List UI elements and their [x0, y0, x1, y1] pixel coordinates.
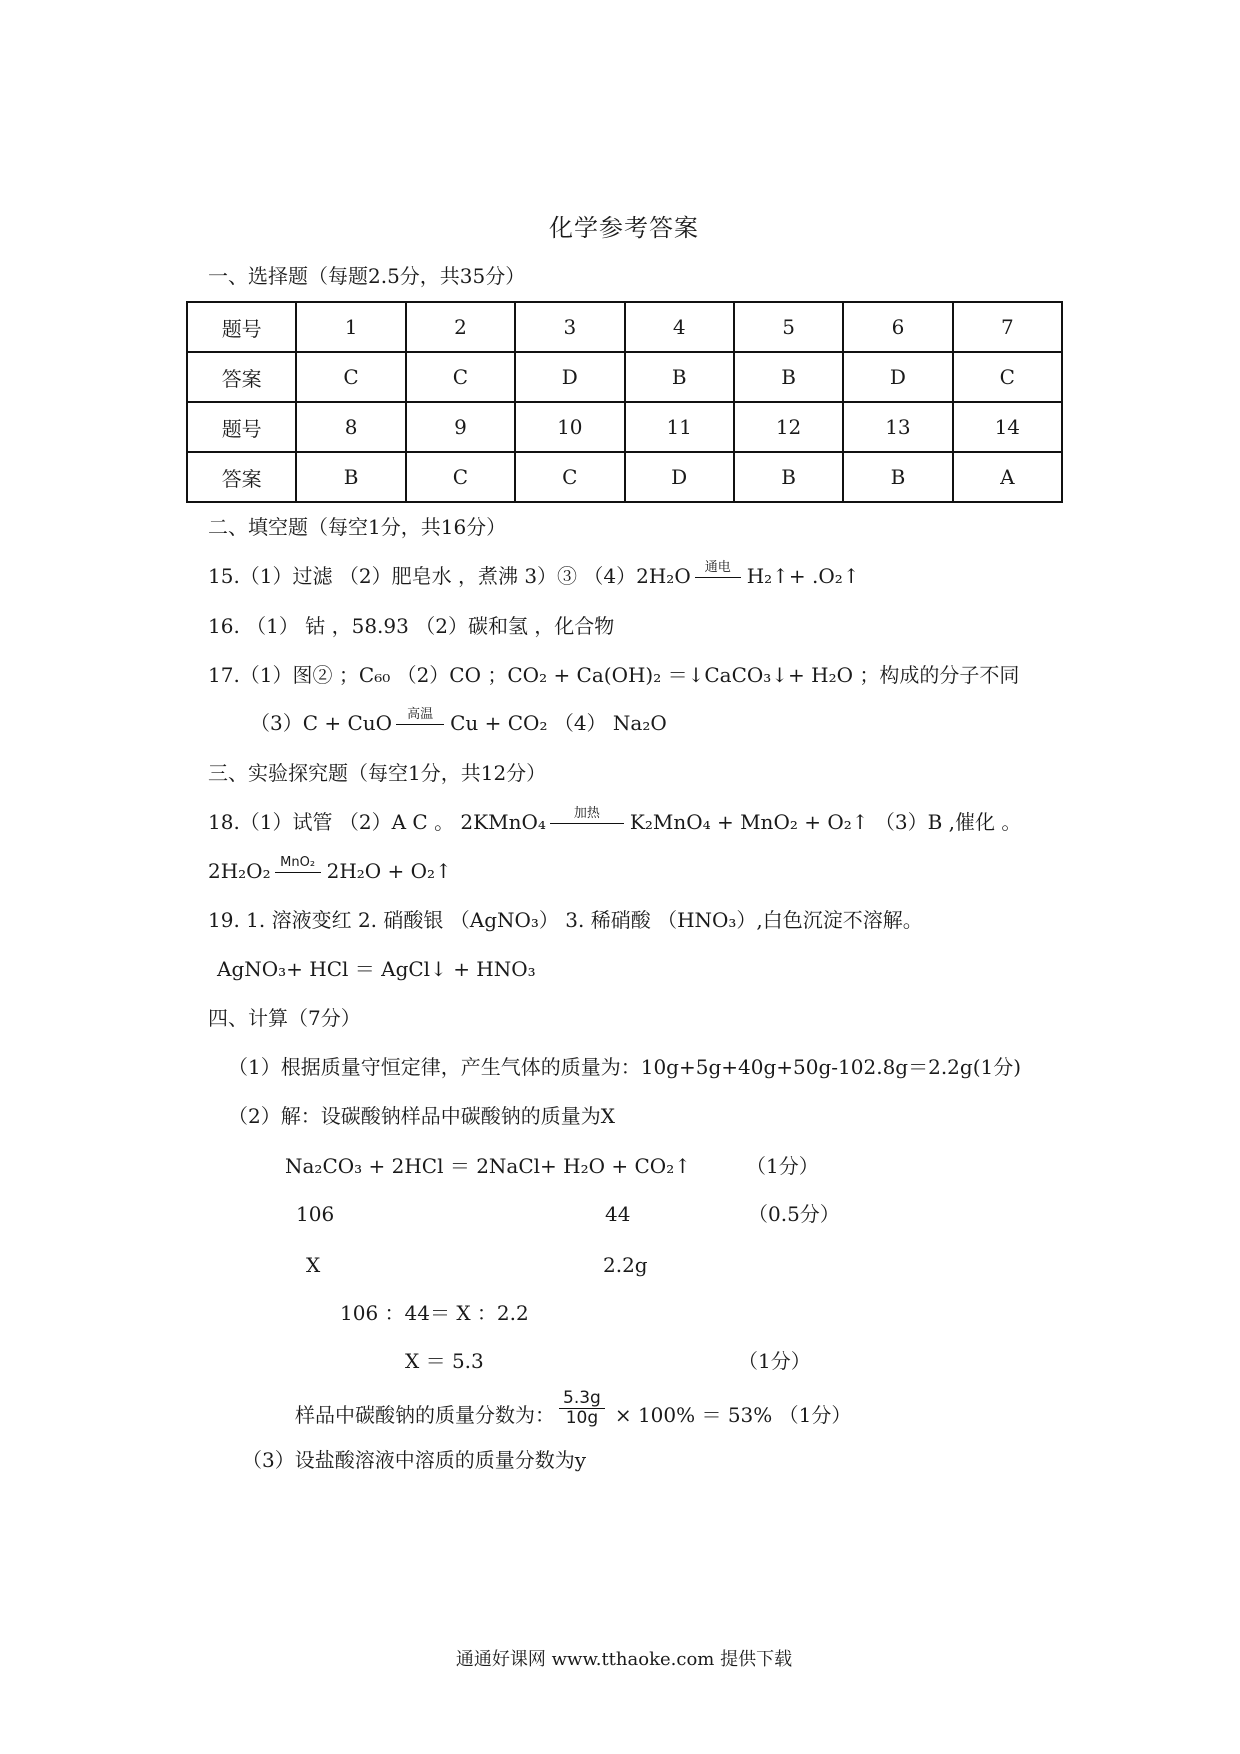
calc-mass-fraction-result: × 100% ＝ 53% （1分） — [614, 1403, 852, 1427]
table-cell: 4 — [625, 302, 734, 352]
table-cell: 答案 — [187, 452, 296, 502]
page-title: 化学参考答案 — [549, 214, 699, 242]
answer-q15-text: 15.（1）过滤 （2）肥皂水 ，煮沸 3）③ （4）2H₂O — [208, 564, 691, 588]
calc-result-score: （1分） — [738, 1349, 811, 1373]
calc-part2: （2）解：设碳酸钠样品中碳酸钠的质量为X — [228, 1104, 615, 1128]
table-cell: 题号 — [187, 302, 296, 352]
table-cell: B — [296, 452, 405, 502]
reaction-condition-label: 高温 — [407, 707, 434, 722]
reaction-condition-arrow — [275, 855, 321, 873]
answer-q18-line2-products: 2H₂O + O₂↑ — [326, 859, 452, 883]
table-cell: D — [625, 452, 734, 502]
table-cell: D — [515, 352, 624, 402]
table-cell: C — [515, 452, 624, 502]
calc-part1: （1）根据质量守恒定律，产生气体的质量为：10g+5g+40g+50g-102.8g＝2.2g(1分) — [228, 1055, 1022, 1079]
calc-equation: Na₂CO₃ + 2HCl ＝ 2NaCl+ H₂O + CO₂↑ — [285, 1154, 691, 1178]
section-heading-experiment: 三、实验探究题（每空1分，共12分） — [208, 761, 547, 785]
calc-ratio-left: 106 — [296, 1202, 335, 1226]
calc-mass-fraction-label: 样品中碳酸钠的质量分数为： — [295, 1403, 555, 1427]
answer-q15-products: H₂↑+ .O₂↑ — [746, 564, 860, 588]
calc-equation-score: （1分） — [746, 1154, 819, 1178]
table-cell: C — [296, 352, 405, 402]
table-row — [187, 452, 1062, 502]
table-cell: C — [406, 452, 515, 502]
table-cell: D — [843, 352, 952, 402]
answer-q16: 16. （1） 钴 ，58.93 （2）碳和氢 ，化合物 — [208, 614, 615, 638]
page-footer: 通通好课网 www.tthaoke.com 提供下载 — [455, 1649, 793, 1670]
answer-q17-line2 — [250, 707, 667, 736]
table-cell: B — [625, 352, 734, 402]
answer-q18-line2 — [208, 855, 452, 884]
table-cell: 3 — [515, 302, 624, 352]
calc-result: X ＝ 5.3 — [405, 1349, 484, 1373]
table-cell: 2 — [406, 302, 515, 352]
section-heading-multiple-choice: 一、选择题（每题2.5分，共35分） — [208, 264, 526, 288]
fraction — [559, 1389, 605, 1428]
table-cell: 8 — [296, 402, 405, 452]
answer-q17-reactants: （3）C + CuO — [250, 711, 393, 735]
reaction-condition-arrow — [695, 560, 741, 578]
answer-q19-line2: AgNO₃+ HCl ＝ AgCl↓ + HNO₃ — [217, 957, 536, 981]
table-cell: B — [734, 352, 843, 402]
table-row — [187, 402, 1062, 452]
table-row — [187, 302, 1062, 352]
answer-q18-line1 — [208, 806, 1022, 835]
section-heading-fill-in: 二、填空题（每空1分，共16分） — [208, 515, 507, 539]
table-cell: 5 — [734, 302, 843, 352]
table-row — [187, 352, 1062, 402]
section-heading-calculation: 四、计算（7分） — [208, 1006, 361, 1030]
calc-ratio-right: 44 — [605, 1202, 631, 1226]
table-cell: B — [843, 452, 952, 502]
fraction-denominator: 10g — [565, 1408, 599, 1428]
reaction-condition-label: 通电 — [704, 560, 731, 575]
answer-q18-reactant: 2H₂O₂ — [208, 859, 271, 883]
answer-q17-line1: 17.（1）图② ；C₆₀ （2）CO ；CO₂ + Ca(OH)₂ ＝↓CaCO₃↓+ H₂O ；构成的分子不同 — [208, 663, 1020, 687]
reaction-condition-arrow — [396, 707, 444, 725]
calc-unknown-right: 2.2g — [603, 1253, 648, 1277]
table-cell: 13 — [843, 402, 952, 452]
calc-ratio-score: （0.5分） — [748, 1202, 840, 1226]
calc-unknown-left: X — [306, 1253, 321, 1277]
table-cell: 10 — [515, 402, 624, 452]
calc-mass-fraction — [295, 1388, 852, 1436]
reaction-condition-arrow — [550, 806, 624, 824]
reaction-condition-label: 加热 — [573, 806, 600, 821]
answer-q15 — [208, 560, 860, 589]
table-cell: 6 — [843, 302, 952, 352]
table-cell: 14 — [953, 402, 1062, 452]
table-cell: 12 — [734, 402, 843, 452]
table-cell: C — [953, 352, 1062, 402]
calc-proportion: 106 ：44＝ X ：2.2 — [340, 1301, 529, 1325]
answer-q19-line1: 19. 1. 溶液变红 2. 硝酸银 （AgNO₃） 3. 稀硝酸 （HNO₃）,白色沉淀不溶解。 — [208, 908, 923, 932]
answer-q17-products: Cu + CO₂ （4） Na₂O — [450, 711, 667, 735]
fraction-numerator: 5.3g — [559, 1389, 605, 1409]
table-cell: B — [734, 452, 843, 502]
table-cell: 答案 — [187, 352, 296, 402]
table-cell: A — [953, 452, 1062, 502]
table-cell: 9 — [406, 402, 515, 452]
table-cell: 题号 — [187, 402, 296, 452]
reaction-condition-label: MnO₂ — [280, 855, 316, 870]
calc-part3: （3）设盐酸溶液中溶质的质量分数为y — [242, 1448, 587, 1472]
table-cell: 7 — [953, 302, 1062, 352]
answer-table — [186, 301, 1063, 503]
answer-q18-text: 18.（1）试管 （2）A C 。 2KMnO₄ — [208, 810, 546, 834]
answer-q18-products: K₂MnO₄ + MnO₂ + O₂↑ （3）B ,催化 。 — [629, 810, 1022, 834]
table-cell: 1 — [296, 302, 405, 352]
table-cell: 11 — [625, 402, 734, 452]
table-cell: C — [406, 352, 515, 402]
